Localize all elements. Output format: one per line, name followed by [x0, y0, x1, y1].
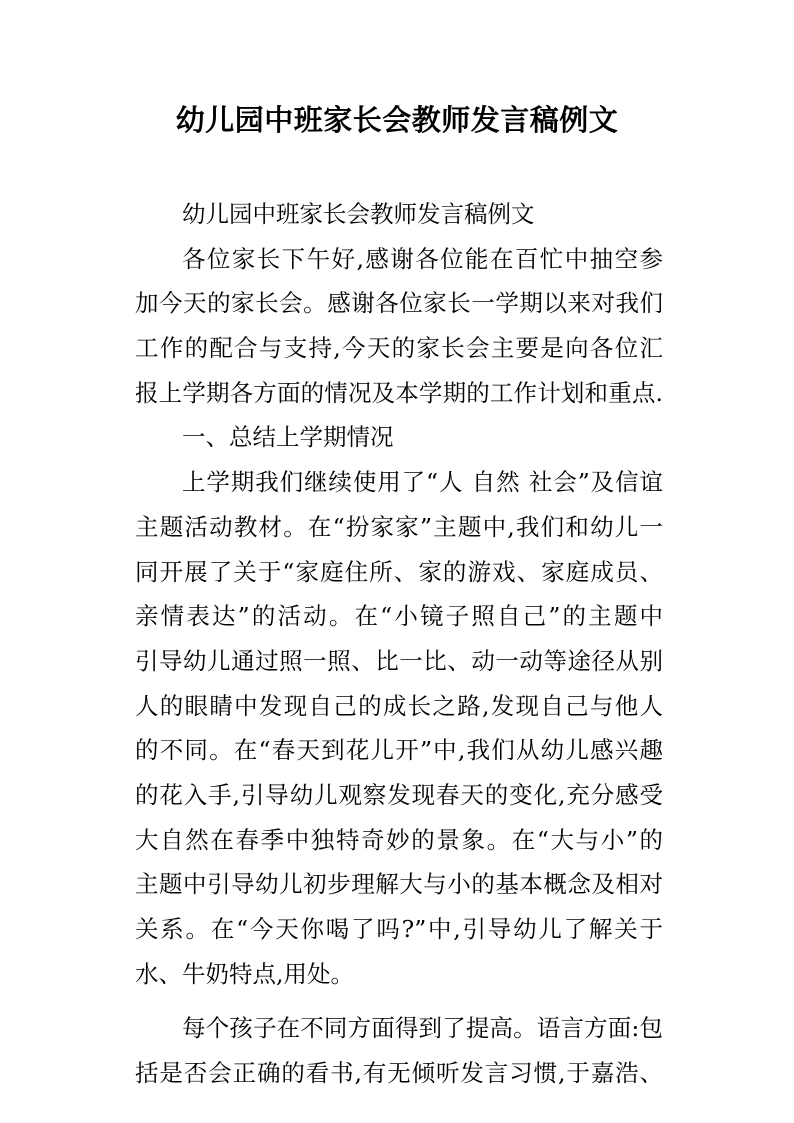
paragraph-line: 工作的配合与支持,今天的家长会主要是向各位汇	[135, 334, 663, 363]
paragraph-line: 人的眼睛中发现自己的成长之路,发现自己与他人	[135, 691, 663, 720]
paragraph-line: 上学期我们继续使用了“人 自然 社会”及信谊	[182, 468, 663, 497]
paragraph-line: 同开展了关于“家庭住所、家的游戏、家庭成员、	[135, 557, 663, 586]
paragraph-gap	[135, 996, 663, 1006]
paragraph-line: 每个孩子在不同方面得到了提高。语言方面:包	[182, 1014, 663, 1043]
paragraph-line: 关系。在“今天你喝了吗?”中,引导幼儿了解关于	[135, 915, 663, 943]
paragraph-line: 大自然在春季中独特奇妙的景象。在“大与小”的	[135, 825, 663, 854]
paragraph-line: 的不同。在“春天到花儿开”中,我们从幼儿感兴趣	[135, 736, 663, 765]
paragraph-line: 引导幼儿通过照一照、比一比、动一动等途径从别	[135, 646, 663, 675]
paragraph-line: 主题中引导幼儿初步理解大与小的基本概念及相对	[135, 870, 663, 899]
document-title: 幼儿园中班家长会教师发言稿例文	[175, 103, 619, 137]
paragraph-line: 水、牛奶特点,用处。	[135, 959, 354, 988]
paragraph-line: 括是否会正确的看书,有无倾听发言习惯,于嘉浩、	[135, 1059, 663, 1088]
paragraph-line: 各位家长下午好,感谢各位能在百忙中抽空参	[182, 244, 663, 273]
subtitle-line: 幼儿园中班家长会教师发言稿例文	[182, 200, 535, 228]
paragraph-line: 主题活动教材。在“扮家家”主题中,我们和幼儿一	[135, 512, 663, 541]
paragraph-line: 的花入手,引导幼儿观察发现春天的变化,充分感受	[135, 780, 663, 809]
section-heading: 一、总结上学期情况	[182, 423, 394, 452]
document-body	[135, 192, 663, 1096]
paragraph-line: 加今天的家长会。感谢各位家长一学期以来对我们	[135, 289, 663, 318]
paragraph-line: 报上学期各方面的情况及本学期的工作计划和重点.	[135, 378, 663, 407]
paragraph-line: 亲情表达”的活动。在“小镜子照自己”的主题中	[135, 602, 663, 631]
